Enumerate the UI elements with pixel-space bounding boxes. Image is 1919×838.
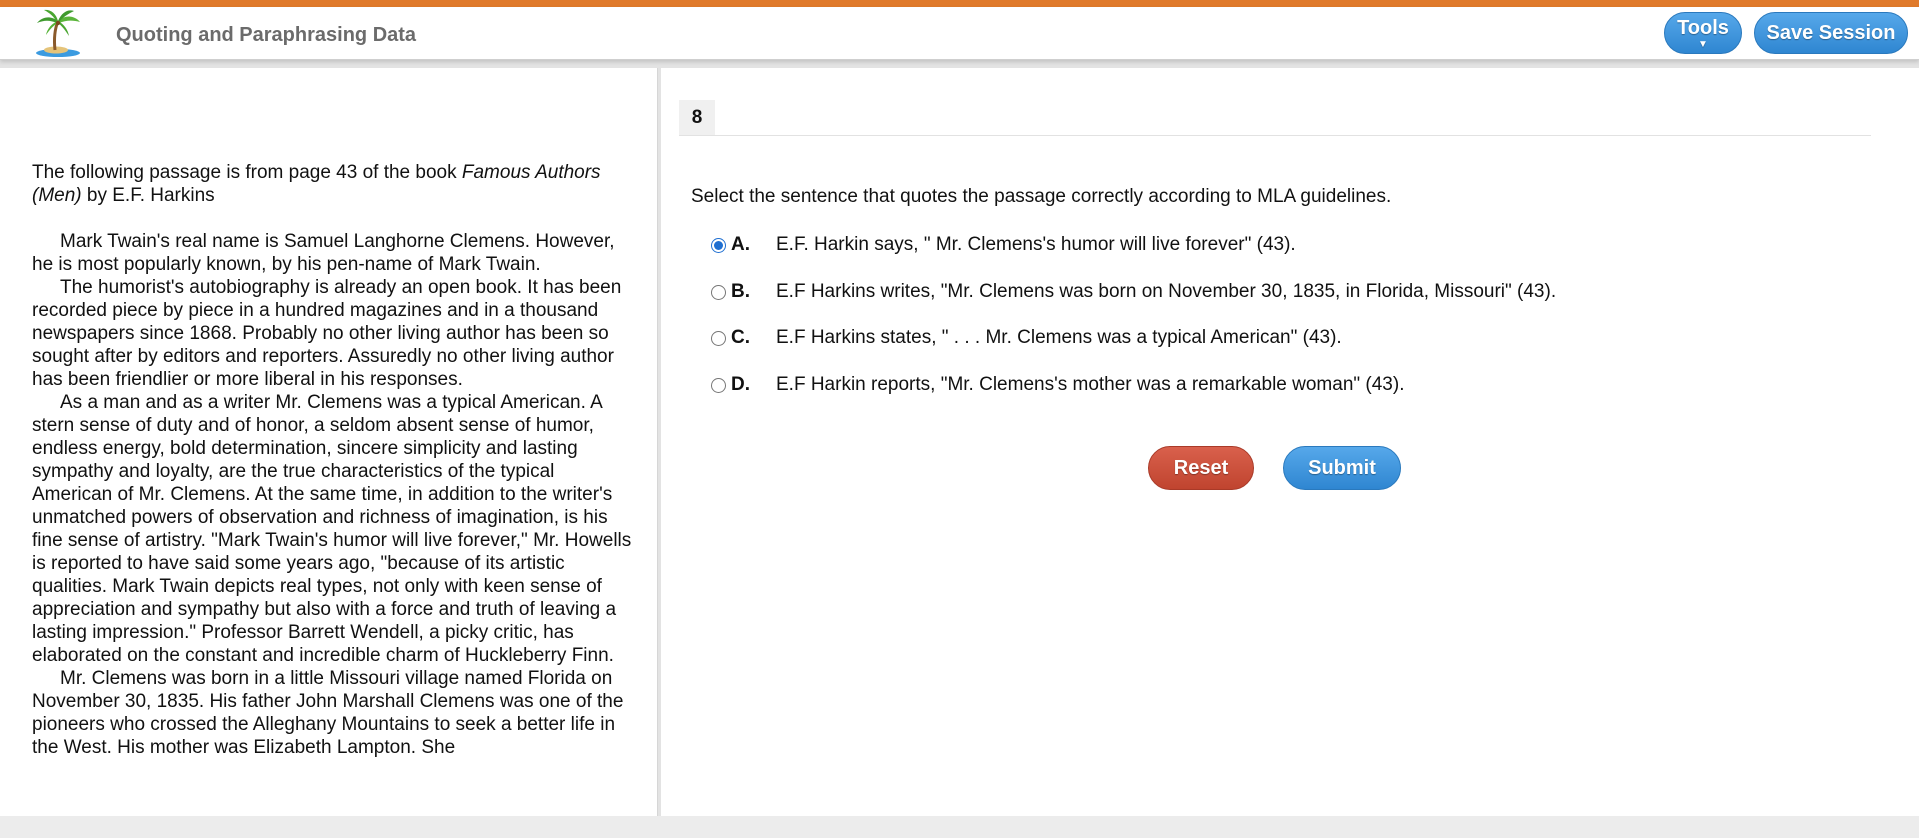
app-title: Quoting and Paraphrasing Data xyxy=(116,24,417,46)
radio-a[interactable] xyxy=(711,238,726,253)
question-number-bar xyxy=(679,100,1871,136)
save-session-button[interactable]: Save Session xyxy=(1754,12,1908,54)
option-letter: D. xyxy=(731,374,750,395)
radio-d[interactable] xyxy=(711,378,726,393)
radio-b[interactable] xyxy=(711,285,726,300)
option-text: E.F Harkins writes, "Mr. Clemens was born on November 30, 1835, in Florida, Missouri" (43). xyxy=(776,281,1557,302)
option-text: E.F Harkin reports, "Mr. Clemens's mother was a remarkable woman" (43). xyxy=(776,374,1405,395)
passage-intro-prefix: The following passage is from page 43 of the book xyxy=(32,162,462,183)
book-title: Famous Authors (Men) xyxy=(32,162,601,206)
passage-paragraph: As a man and as a writer Mr. Clemens was a typical American. A stern sense of duty and of honor, a seldom absent sense of humor, endless energy, bold determination, sincere simplicity and lasting sympathy and loyalty, are the true characteristics of the typical American of Mr. Clemens. At the same time, in addition to the writer's unmatched powers of observation and richness of imagination, is his fine sense of artistry. "Mark Twain's humor will live forever," Mr. Howells is reported to have said some years ago, "because of its artistic qualities. Mark Twain depicts real types, not only with keen sense of appreciation and sympathy but also with a force and truth of leaving a lasting impression." Professor Barrett Wendell, a picky critic, has elaborated on the constant and incredible charm of Huckleberry Finn. xyxy=(32,392,632,666)
passage-intro-suffix: by E.F. Harkins xyxy=(81,185,215,206)
option-letter: C. xyxy=(731,327,750,348)
option-text: E.F Harkins states, " . . . Mr. Clemens was a typical American" (43). xyxy=(776,327,1342,348)
option-letter: B. xyxy=(731,281,750,302)
app-header xyxy=(0,7,1919,60)
answer-option-d[interactable] xyxy=(711,372,1404,398)
question-panel xyxy=(661,68,1919,816)
passage-text xyxy=(32,230,632,759)
option-text: E.F. Harkin says, " Mr. Clemens's humor will live forever" (43). xyxy=(776,234,1296,255)
passage-intro xyxy=(32,161,622,207)
answer-option-c[interactable] xyxy=(711,325,1342,351)
answer-option-b[interactable] xyxy=(711,279,1556,305)
reset-button[interactable]: Reset xyxy=(1148,446,1254,490)
option-letter: A. xyxy=(731,234,750,255)
question-number: 8 xyxy=(679,100,715,135)
tools-button-label: Tools xyxy=(1677,17,1729,39)
palm-island-logo-icon xyxy=(30,7,86,59)
top-accent-stripe xyxy=(0,0,1919,7)
answer-option-a[interactable] xyxy=(711,232,1296,258)
passage-paragraph: Mr. Clemens was born in a little Missouri village named Florida on November 30, 1835. His father John Marshall Clemens was one of the pioneers who crossed the Alleghany Mountains to seek a better life in the West. His mother was Elizabeth Lampton. She xyxy=(32,668,624,758)
passage-panel[interactable] xyxy=(0,68,658,816)
question-prompt: Select the sentence that quotes the passage correctly according to MLA guidelines. xyxy=(691,186,1392,207)
tools-button[interactable] xyxy=(1664,12,1742,54)
caret-down-icon: ▼ xyxy=(1698,39,1708,50)
radio-c[interactable] xyxy=(711,331,726,346)
passage-paragraph: Mark Twain's real name is Samuel Langhorne Clemens. However, he is most popularly known, by his pen-name of Mark Twain. xyxy=(32,231,615,275)
passage-paragraph: The humorist's autobiography is already an open book. It has been recorded piece by piece in a hundred magazines and in a thousand newspapers since 1868. Probably no other living author has been so sought after by editors and reporters. Assuredly no other living author has been friendlier or more liberal in his responses. xyxy=(32,277,622,390)
footer-bar xyxy=(0,816,1919,838)
submit-button[interactable]: Submit xyxy=(1283,446,1401,490)
